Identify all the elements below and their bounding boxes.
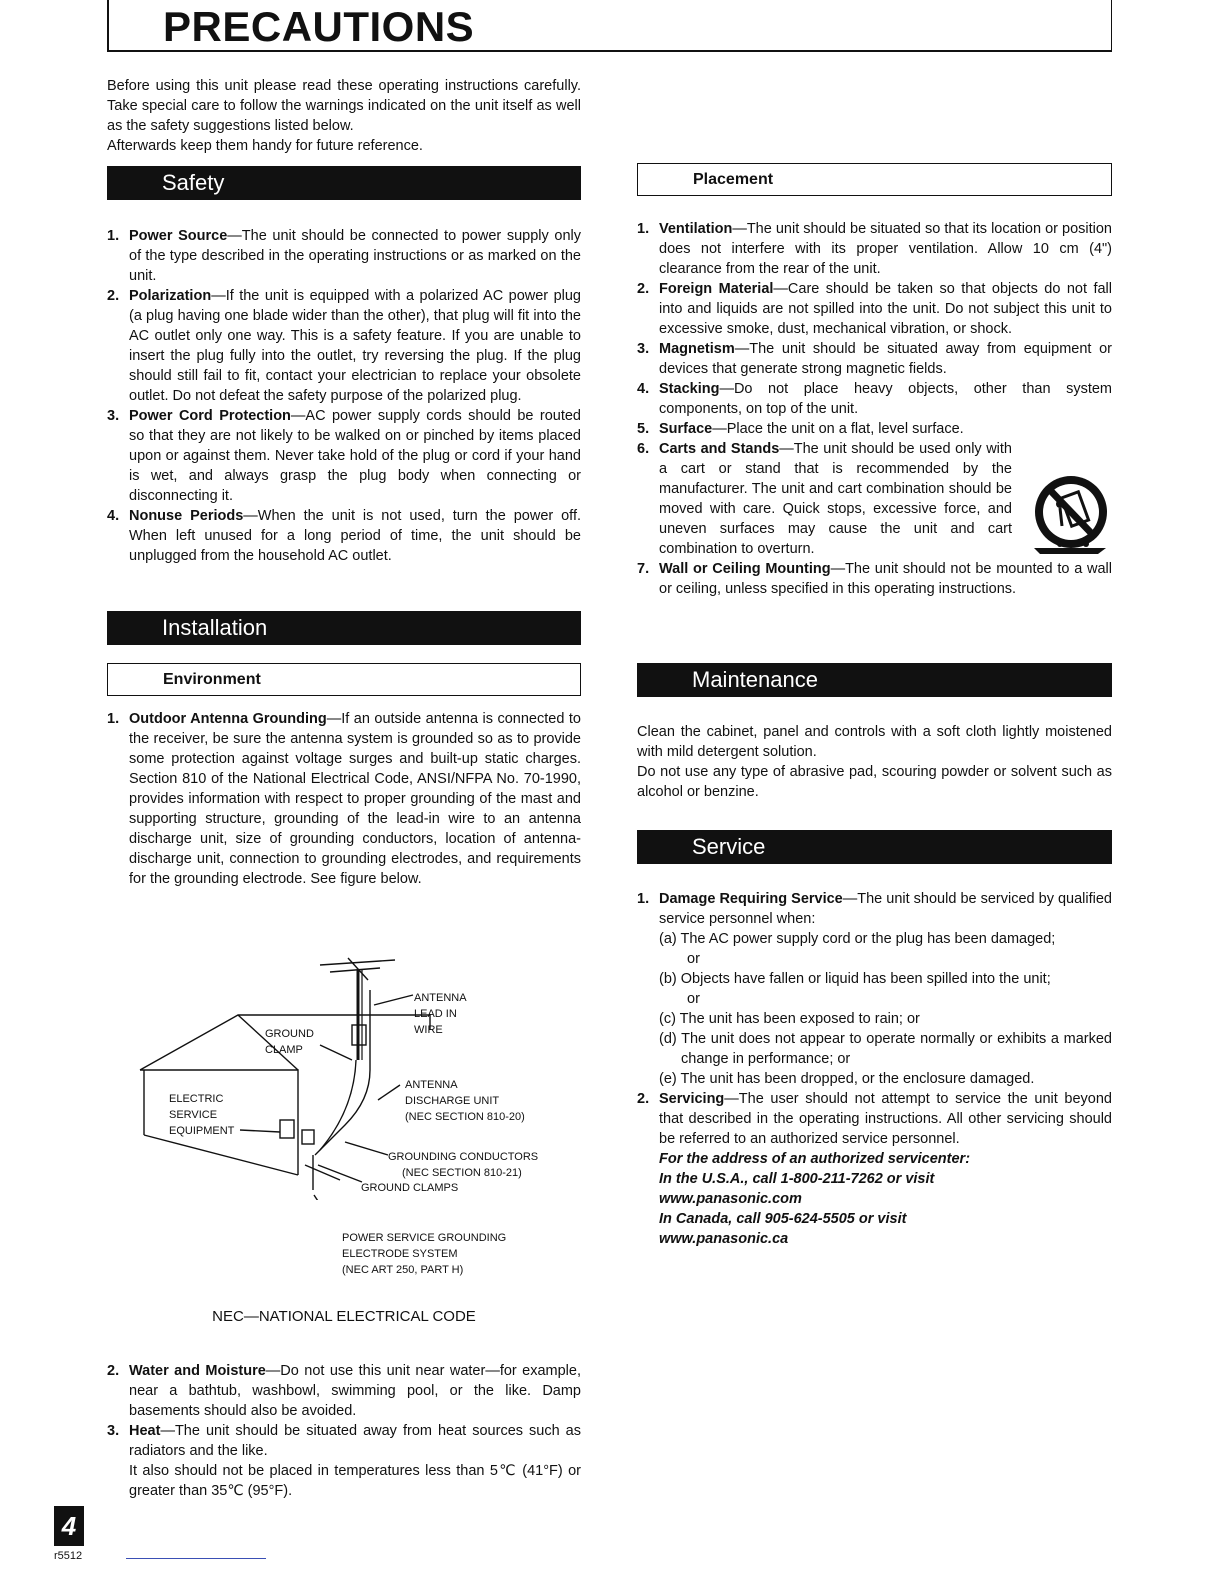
item-number: 3.	[107, 1423, 120, 1439]
list-item	[637, 559, 1112, 599]
leader-discharge	[378, 1085, 400, 1100]
label-ground-clamp	[265, 1026, 314, 1058]
label-line: ANTENNA	[414, 992, 467, 1004]
list-item	[637, 379, 1112, 419]
sublist-item: (b) Objects have fallen or liquid has been spilled into the unit;	[659, 971, 1051, 987]
service-contact	[659, 1149, 1112, 1249]
item-term: Servicing	[659, 1091, 725, 1107]
label-line: CLAMP	[265, 1044, 303, 1056]
list-item	[107, 406, 581, 506]
label-line: EQUIPMENT	[169, 1125, 235, 1137]
item-term: Ventilation	[659, 221, 733, 237]
contact-line: In the U.S.A., call 1-800-211-7262 or visit	[659, 1171, 935, 1187]
label-line: (NEC ART 250, PART H)	[342, 1264, 464, 1276]
page-title: PRECAUTIONS	[163, 3, 475, 50]
label-line: LEAD IN	[414, 1008, 457, 1020]
list-item	[107, 1361, 581, 1421]
list-item	[107, 709, 581, 889]
label-ground-clamps: GROUND CLAMPS	[361, 1182, 459, 1194]
item-number: 2.	[637, 281, 650, 297]
contact-url-ca: www.panasonic.ca	[659, 1231, 789, 1247]
item-number: 2.	[637, 1091, 650, 1107]
label-line: ELECTRODE SYSTEM	[342, 1248, 458, 1260]
list-item	[637, 419, 1112, 439]
environment-list-2	[107, 1361, 581, 1501]
house-base	[144, 1135, 298, 1175]
item-number: 4.	[637, 381, 650, 397]
list-item	[637, 339, 1112, 379]
label-power-service-grounding	[342, 1230, 506, 1278]
list-item	[107, 1421, 581, 1501]
maintenance-text	[637, 722, 1112, 802]
antenna-element	[330, 968, 380, 972]
contact-url-us: www.panasonic.com	[659, 1191, 802, 1207]
item-term: Foreign Material	[659, 281, 774, 297]
label-electric-service-equipment	[169, 1091, 234, 1139]
item-number: 1.	[637, 221, 650, 237]
item-term: Damage Requiring Service	[659, 891, 843, 907]
leader-equipment	[240, 1130, 280, 1132]
item-text: —If the unit is equipped with a polarized AC power plug (a plug having one blade wider than the other), that plug will fit into the AC outlet only one way. This is a safety feature. If you are unable to insert the plug fully into the outlet, try reversing the plug. If the plug should still fail to fit, contact your electrician to replace your obsolete outlet. Do not defeat the safety purpose of the polarized plug.	[129, 288, 581, 404]
service-equipment-box	[280, 1120, 294, 1138]
sublist-or: or	[687, 991, 700, 1007]
item-number: 7.	[637, 561, 650, 577]
item-text: —When the unit is not used, turn the power off. When left unused for a long period of time, the unit should be unplugged from the household AC outlet.	[129, 508, 582, 564]
item-number: 2.	[107, 288, 120, 304]
list-item	[107, 506, 581, 566]
environment-list-1	[107, 709, 581, 889]
environment-subheading: Environment	[107, 663, 581, 696]
list-item	[637, 279, 1112, 339]
label-antenna-lead-in-wire	[414, 990, 467, 1038]
list-item	[637, 219, 1112, 279]
intro-paragraph: Before using this unit please read these operating instructions carefully. Take special care to follow the warnings indicated on the unit itself as well as the safety suggestions listed below.	[107, 78, 581, 134]
item-number: 4.	[107, 508, 120, 524]
discharge-unit	[302, 1130, 314, 1144]
label-line: ELECTRIC	[169, 1093, 224, 1105]
antenna-crossbar	[320, 960, 395, 965]
sublist-or: or	[687, 951, 700, 967]
item-text: —If an outside antenna is connected to the receiver, be sure the antenna system is grounded so as to provide some protection against voltage surges and built-up static charges. Section 810 of the National Electrical Code, ANSI/NFPA No. 70-1990, provides information with respect to proper grounding of the mast and supporting structure, grounding of the lead-in wire to an antenna discharge unit, size of grounding conductors, location of antenna-discharge unit, connection to grounding electrodes, and requirements for the grounding electrode. See figure below.	[129, 711, 581, 887]
sublist-item: (d) The unit does not appear to operate normally or exhibits a marked change in performance; or	[659, 1031, 1112, 1067]
item-text: —Care should be taken so that objects do not fall into and liquids are not spilled into the unit. Do not subject this unit to excessive smoke, dust, mechanical vibration, or shock.	[659, 281, 1112, 337]
cart-warning-icon	[1026, 470, 1116, 560]
document-code: r5512	[54, 1550, 83, 1562]
leader-antenna	[374, 995, 413, 1005]
item-number: 2.	[107, 1363, 120, 1379]
item-term: Power Cord Protection	[129, 408, 291, 424]
item-term: Polarization	[129, 288, 212, 304]
maintenance-paragraph: Do not use any type of abrasive pad, scouring powder or solvent such as alcohol or benzine.	[637, 764, 1112, 800]
installation-heading: Installation	[107, 611, 581, 645]
item-text: —The unit should be situated away from equipment or devices that generate strong magnetic fields.	[659, 341, 1112, 377]
list-item	[107, 286, 581, 406]
label-line: GROUNDING CONDUCTORS	[388, 1151, 539, 1163]
item-number: 3.	[637, 341, 650, 357]
item-text: —Place the unit on a flat, level surface.	[712, 421, 964, 437]
label-line: ANTENNA	[405, 1079, 458, 1091]
item-text: —The unit should be serviced by qualified service personnel when:	[659, 891, 1112, 927]
item-number: 1.	[637, 891, 650, 907]
label-line: GROUND	[265, 1028, 314, 1040]
item-text: —The unit should be situated so that its location or position does not interfere with its proper ventilation. Allow 10 cm (4") clearance from the rear of the unit.	[659, 221, 1112, 277]
service-heading: Service	[637, 830, 1112, 864]
item-term: Magnetism	[659, 341, 735, 357]
safety-list	[107, 226, 581, 566]
item-number: 1.	[107, 711, 120, 727]
item-term: Power Source	[129, 228, 228, 244]
mast-ground-wire	[320, 1060, 356, 1150]
item-text: —AC power supply cords should be routed so that they are not likely to be walked on or pinched by items placed upon or against them. Never take hold of the plug or cord if your hand is wet, and always grasp the plug body when connecting or disconnecting it.	[129, 408, 581, 504]
heat-extra-text: It also should not be placed in temperatures less than 5℃ (41°F) or greater than 35℃ (95°F).	[129, 1463, 581, 1499]
item-term: Heat	[129, 1423, 161, 1439]
item-text: —Do not place heavy objects, other than system components, on top of the unit.	[659, 381, 1112, 417]
label-line: (NEC SECTION 810-20)	[405, 1111, 525, 1123]
list-item	[637, 1089, 1112, 1249]
title-box	[107, 0, 1112, 52]
label-line: POWER SERVICE GROUNDING	[342, 1232, 507, 1244]
item-text: —The unit should not be mounted to a wall or ceiling, unless specified in this operating instructions.	[659, 561, 1112, 597]
footer-line	[126, 1558, 266, 1559]
item-text: —Do not use this unit near water—for example, near a bathtub, washbowl, swimming pool, or the like. Damp basements should also be avoided.	[129, 1363, 581, 1419]
leader-power-service	[314, 1195, 345, 1200]
list-item	[107, 226, 581, 286]
item-text: —The unit should be used only with a cart or stand that is recommended by the manufacturer. The unit and cart combination should be moved with care. Quick stops, excessive force, and uneven surfaces may cause the unit and cart combination to overturn.	[659, 441, 1012, 557]
item-term: Water and Moisture	[129, 1363, 266, 1379]
item-number: 3.	[107, 408, 120, 424]
item-number: 6.	[637, 441, 650, 457]
page-number: 4	[54, 1506, 84, 1546]
nec-caption: NEC—NATIONAL ELECTRICAL CODE	[212, 1308, 476, 1325]
intro-block	[107, 76, 581, 156]
sublist-item: (e) The unit has been dropped, or the enclosure damaged.	[659, 1071, 1035, 1087]
item-term: Carts and Stands	[659, 441, 780, 457]
safety-heading: Safety	[107, 166, 581, 200]
item-term: Nonuse Periods	[129, 508, 244, 524]
maintenance-heading: Maintenance	[637, 663, 1112, 697]
label-grounding-conductors	[388, 1149, 538, 1181]
service-list	[637, 889, 1112, 1249]
contact-line: For the address of an authorized servicenter:	[659, 1151, 971, 1167]
list-item	[637, 889, 1112, 1089]
sublist-item: (c) The unit has been exposed to rain; or	[659, 1011, 920, 1027]
maintenance-paragraph: Clean the cabinet, panel and controls with a soft cloth lightly moistened with mild detergent solution.	[637, 724, 1112, 760]
intro-paragraph-2: Afterwards keep them handy for future reference.	[107, 138, 423, 154]
leader-ground-clamp	[320, 1045, 352, 1060]
service-sublist	[659, 929, 1112, 1089]
item-text: —The unit should be situated away from heat sources such as radiators and the like.	[129, 1423, 581, 1459]
item-number: 5.	[637, 421, 650, 437]
item-term: Wall or Ceiling Mounting	[659, 561, 831, 577]
item-number: 1.	[107, 228, 120, 244]
sublist-item: (a) The AC power supply cord or the plug has been damaged;	[659, 931, 1056, 947]
item-term: Outdoor Antenna Grounding	[129, 711, 327, 727]
contact-line: In Canada, call 905-624-5505 or visit	[659, 1211, 907, 1227]
label-antenna-discharge-unit	[405, 1077, 525, 1125]
item-term: Surface	[659, 421, 713, 437]
label-line: SERVICE	[169, 1109, 218, 1121]
house-roof-front	[140, 1070, 298, 1090]
item-text: —The user should not attempt to service the unit beyond that described in the operating instructions. All other servicing should be referred to an authorized service personnel.	[659, 1091, 1112, 1147]
item-text: —The unit should be connected to power supply only of the type described in the operating instructions or as marked on the unit.	[129, 228, 581, 284]
label-line: WIRE	[414, 1024, 443, 1036]
label-line: DISCHARGE UNIT	[405, 1095, 500, 1107]
label-line: (NEC SECTION 810-21)	[402, 1167, 522, 1179]
placement-subheading: Placement	[637, 163, 1112, 196]
leader-grounding-conductors	[345, 1142, 388, 1155]
item-term: Stacking	[659, 381, 720, 397]
